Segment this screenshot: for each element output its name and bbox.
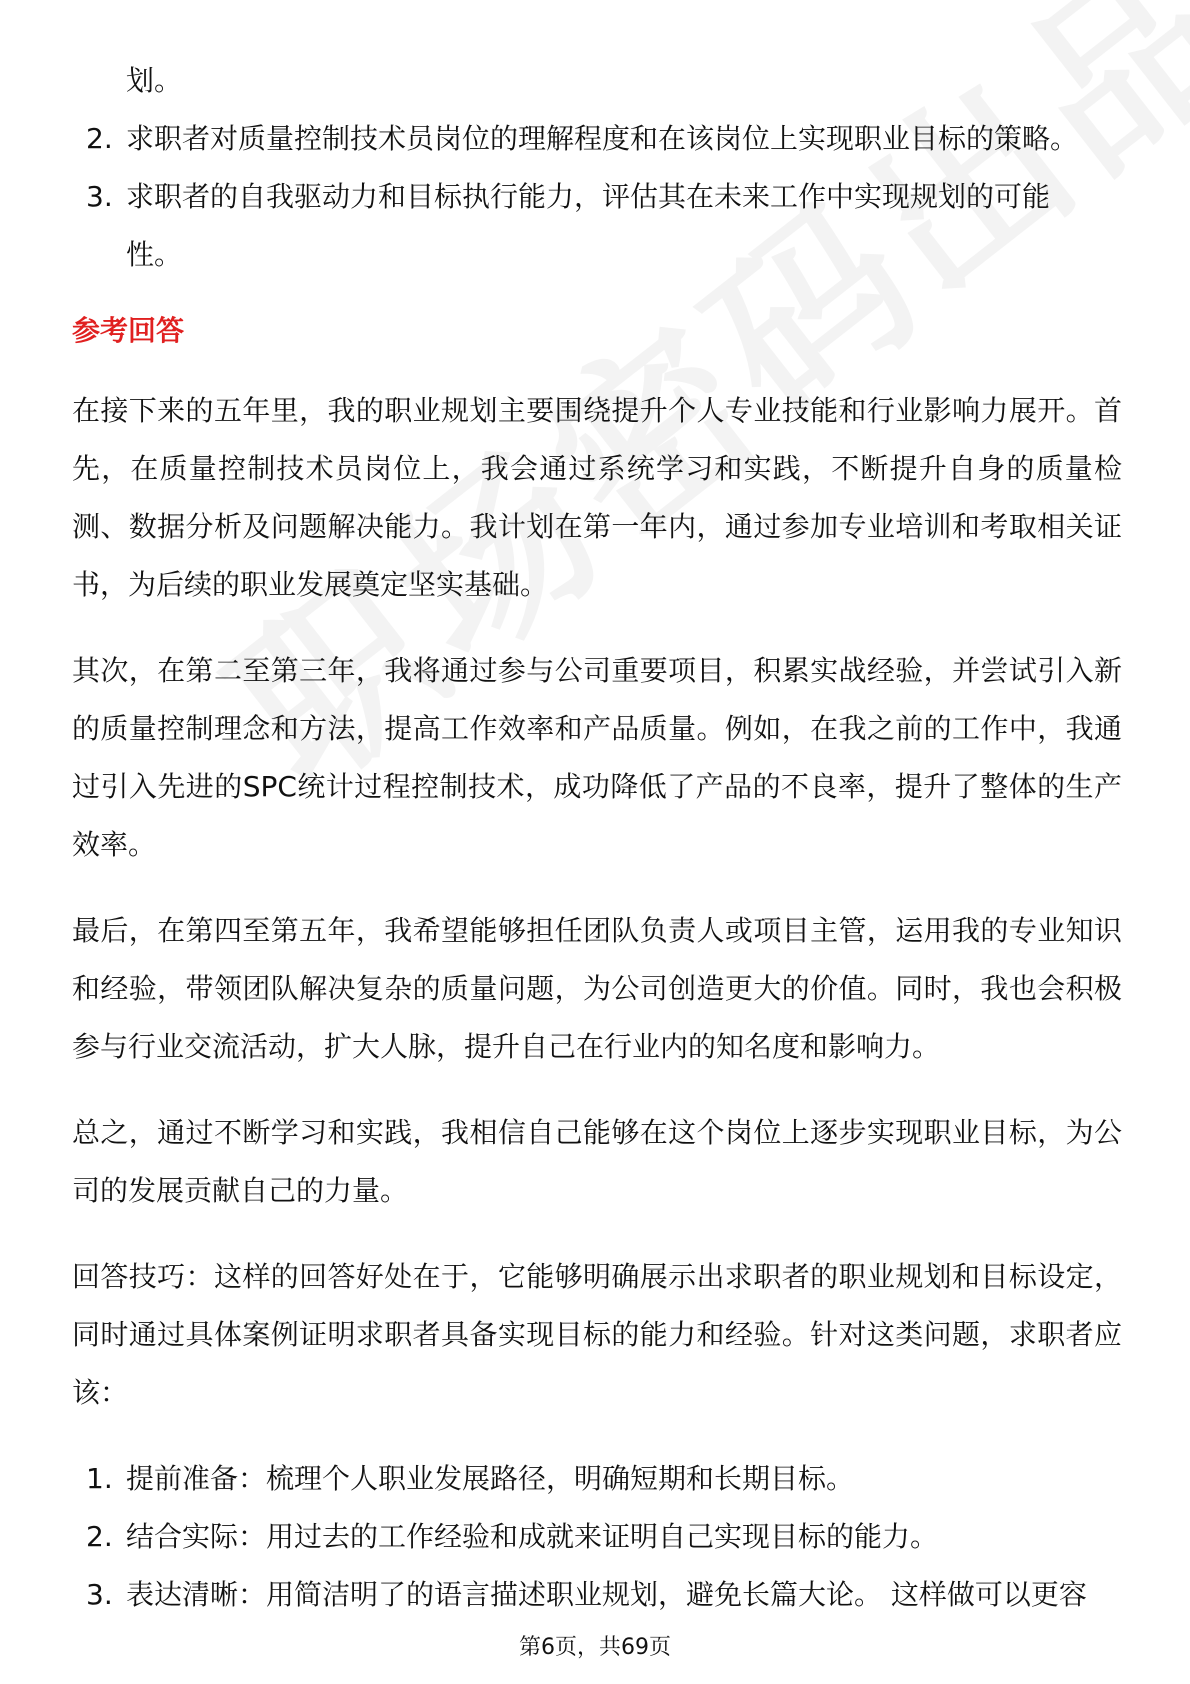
- list-item-text: 求职者对质量控制技术员岗位的理解程度和在该岗位上实现职业目标的策略。: [126, 122, 1079, 155]
- evaluation-list: [72, 110, 1122, 226]
- list-item: [72, 1508, 1122, 1566]
- answer-paragraph: 最后，在第四至第五年，我希望能够担任团队负责人或项目主管，运用我的专业知识和经验，带领团队解决复杂的质量问题，为公司创造更大的价值。同时，我也会积极参与行业交流活动，扩大人脉，提升自己在行业内的知名度和影响力。: [72, 914, 1122, 1063]
- page-number-footer: 第6页，共69页: [519, 1635, 671, 1660]
- reference-answer-heading: 参考回答: [72, 314, 185, 347]
- answer-tips-paragraph: 回答技巧：这样的回答好处在于，它能够明确展示出求职者的职业规划和目标设定，同时通过具体案例证明求职者具备实现目标的能力和经验。针对这类问题，求职者应该：: [72, 1260, 1122, 1409]
- list-item: [72, 1566, 1122, 1624]
- list-number: 3.: [86, 1578, 113, 1611]
- answer-paragraph: 总之，通过不断学习和实践，我相信自己能够在这个岗位上逐步实现职业目标，为公司的发展贡献自己的力量。: [72, 1116, 1122, 1207]
- answer-paragraph: 其次，在第二至第三年，我将通过参与公司重要项目，积累实战经验，并尝试引入新的质量控制理念和方法，提高工作效率和产品质量。例如，在我之前的工作中，我通过引入先进的SPC统计过程控制技术，成功降低了产品的不良率，提升了整体的生产效率。: [72, 654, 1122, 861]
- list-item: [72, 110, 1122, 168]
- continuation-text: 划。: [126, 64, 183, 97]
- list-item-text: 结合实际：用过去的工作经验和成就来证明自己实现目标的能力。: [126, 1520, 939, 1553]
- tips-list: [72, 1450, 1122, 1624]
- answer-paragraph: 在接下来的五年里，我的职业规划主要围绕提升个人专业技能和行业影响力展开。首先，在质量控制技术员岗位上，我会通过系统学习和实践，不断提升自身的质量检测、数据分析及问题解决能力。我计划在第一年内，通过参加专业培训和考取相关证书，为后续的职业发展奠定坚实基础。: [72, 394, 1122, 601]
- page-content: [72, 52, 1122, 1624]
- list-item: [72, 1450, 1122, 1508]
- list-number: 3.: [86, 180, 113, 213]
- list-item-text: 求职者的自我驱动力和目标执行能力，评估其在未来工作中实现规划的可能: [126, 180, 1051, 213]
- list-item-text: 提前准备：梳理个人职业发展路径，明确短期和长期目标。: [126, 1462, 855, 1495]
- list-item-text: 表达清晰：用简洁明了的语言描述职业规划，避免长篇大论。 这样做可以更容: [126, 1578, 1087, 1611]
- list-number: 2.: [86, 1520, 113, 1553]
- list-item: [72, 168, 1122, 226]
- list-number: 2.: [86, 122, 113, 155]
- list-number: 1.: [86, 1462, 113, 1495]
- list-item-continuation: 性。: [126, 238, 183, 271]
